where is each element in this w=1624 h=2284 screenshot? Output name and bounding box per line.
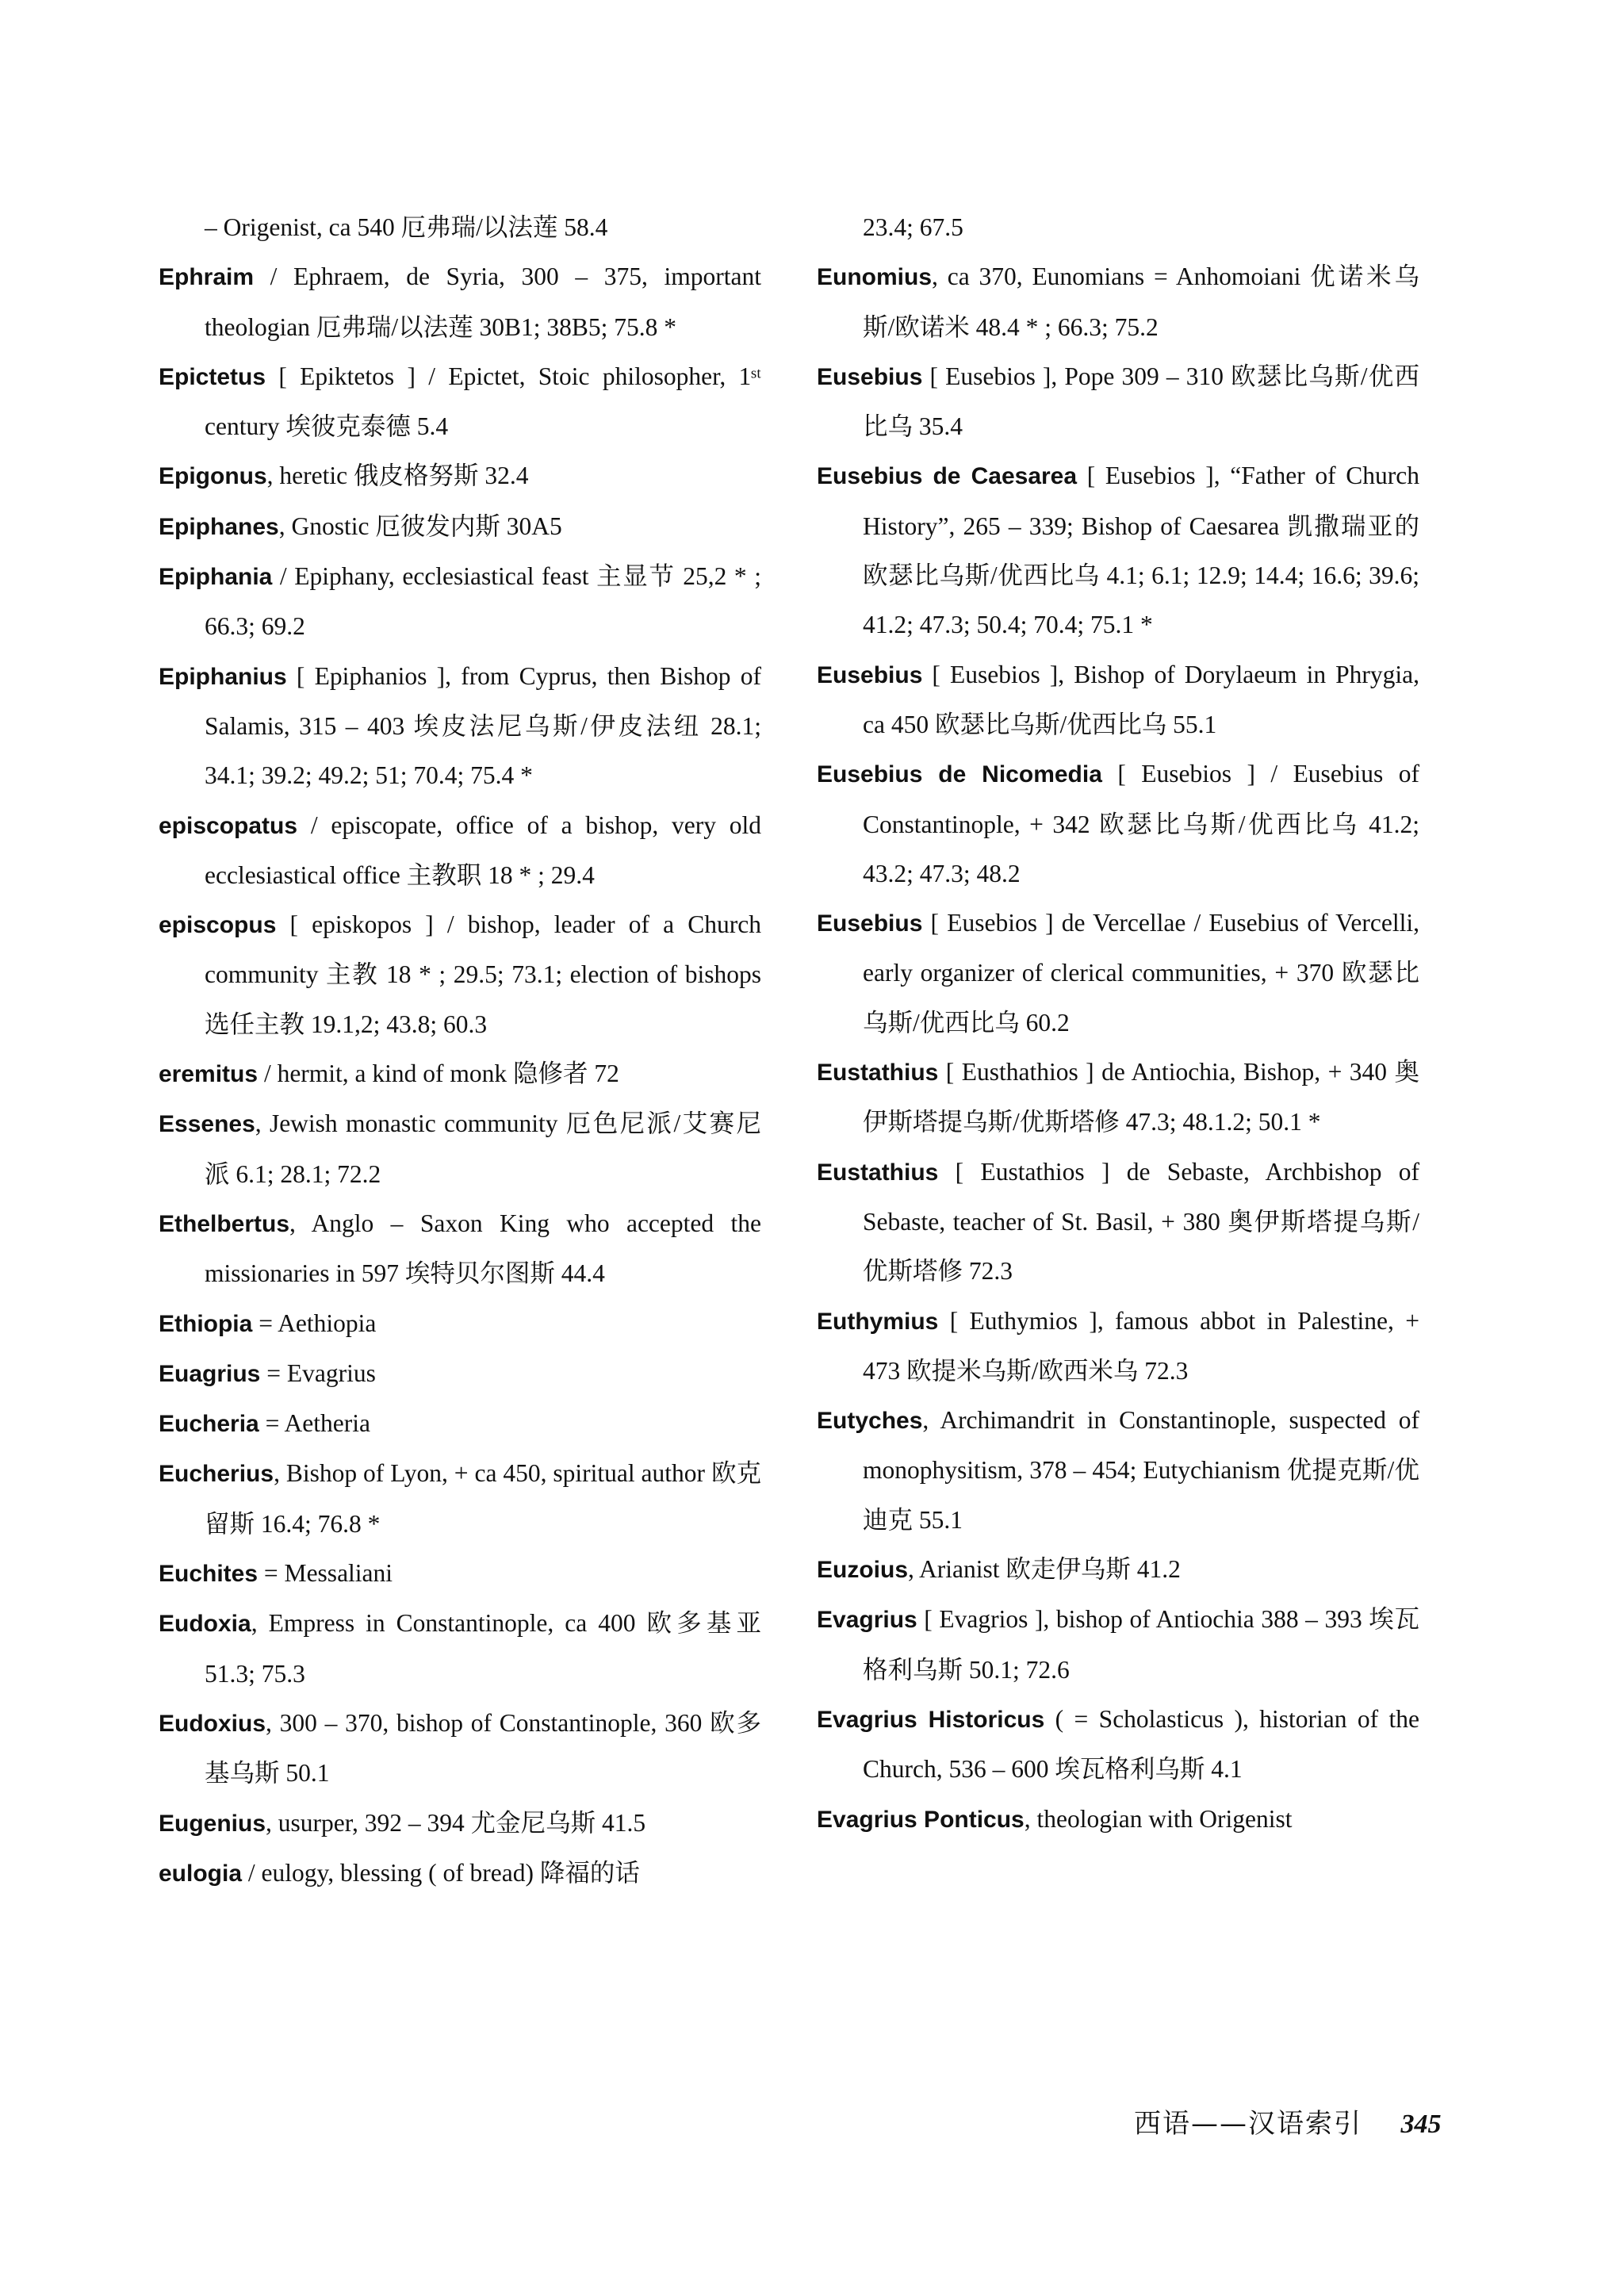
- index-entry: [159, 1699, 761, 1799]
- index-entry-text: [ Eusebios ], “Father of Church History”, 265 – 339; Bishop of Caesarea 凯撒瑞亚的欧瑟比乌斯/优西比乌 4.1; 6.1; 12.9; 14.4; 16.6; 39.6; 41.2; 47.3; 50.4; 70.4; 75.1 *: [863, 462, 1419, 639]
- index-entry-headword: Epiphania: [159, 564, 273, 591]
- index-entry-headword: Eunomius: [817, 264, 933, 291]
- index-entry: [817, 899, 1419, 1048]
- index-entry-headword: Epiphanes: [159, 513, 279, 540]
- index-entry: [817, 1396, 1419, 1545]
- index-entry-headword: Eutyches: [817, 1408, 923, 1435]
- index-entry: [159, 1349, 761, 1399]
- index-entry-text: = Messaliani: [258, 1559, 393, 1588]
- index-entry-headword: Ethelbertus: [159, 1210, 290, 1237]
- index-entry-headword: Ephraim: [159, 264, 255, 291]
- index-entry: [159, 1399, 761, 1449]
- index-entry: [817, 252, 1419, 352]
- index-entry-headword: Eucherius: [159, 1461, 274, 1488]
- left-column: [159, 203, 761, 1899]
- index-entry-text: ( = Scholasticus ), historian of the Church, 536 – 600 埃瓦格利乌斯 4.1: [863, 1704, 1420, 1784]
- index-entry-text: [ Eusthathios ] de Antiochia, Bishop, + 340 奥伊斯塔提乌斯/优斯塔修 47.3; 48.1.2; 50.1 *: [863, 1058, 1419, 1136]
- index-entry: [817, 1695, 1419, 1795]
- index-entry-text: = Aethiopia: [252, 1309, 377, 1337]
- index-entry: [817, 352, 1419, 452]
- index-entry: [817, 1148, 1419, 1297]
- index-entry-text: / episcopate, office of a bishop, very old ecclesiastical office 主教职 18 * ; 29.4: [205, 811, 761, 889]
- index-entry: [817, 1595, 1419, 1695]
- index-entry-headword: Epictetus: [159, 363, 266, 390]
- index-entry-text: , Anglo – Saxon King who accepted the missionaries in 597 埃特贝尔图斯 44.4: [205, 1209, 761, 1288]
- right-column: [817, 203, 1419, 1845]
- index-entry-headword: Eusebius: [817, 661, 923, 688]
- index-entry-text: – Origenist, ca 540 厄弗瑞/以法莲 58.4: [205, 213, 608, 241]
- index-entry: [817, 1297, 1419, 1397]
- index-entry-text: [ Evagrios ], bishop of Antiochia 388 – 393 埃瓦格利乌斯 50.1; 72.6: [863, 1605, 1419, 1684]
- index-entry-text: [ Eusebios ], Pope 309 – 310 欧瑟比乌斯/优西比乌 35.4: [863, 362, 1419, 441]
- index-entry-headword: Epigonus: [159, 463, 267, 490]
- index-entry: [817, 1545, 1419, 1595]
- index-entry-text: , heretic 俄皮格努斯 32.4: [266, 462, 529, 490]
- index-entry-text: / hermit, a kind of monk 隐修者 72: [258, 1060, 619, 1088]
- index-entry-text: = Aetheria: [259, 1409, 370, 1438]
- index-entry: [817, 451, 1419, 650]
- index-entry-text: 23.4; 67.5: [863, 213, 963, 241]
- index-entry-text: [ Eusebios ] / Eusebius of Constantinople, + 342 欧瑟比乌斯/优西比乌 41.2; 43.2; 47.3; 48.2: [863, 760, 1419, 887]
- index-entry-text: [ Euthymios ], famous abbot in Palestine, + 473 欧提米乌斯/欧西米乌 72.3: [863, 1306, 1419, 1385]
- index-entry-headword: Essenes: [159, 1111, 255, 1138]
- index-entry-headword: Eustathius: [817, 1159, 939, 1186]
- index-entry: [159, 652, 761, 801]
- index-entry-text: , Arianist 欧走伊乌斯 41.2: [908, 1555, 1181, 1584]
- index-entry: [159, 451, 761, 501]
- index-entry: [817, 1048, 1419, 1148]
- index-entry: [159, 252, 761, 352]
- index-entry-headword: Evagrius Ponticus: [817, 1806, 1025, 1833]
- index-entry-text: , ca 370, Eunomians = Anhomoiani 优诺米乌斯/欧诺米 48.4 * ; 66.3; 75.2: [863, 263, 1419, 341]
- index-entry-headword: Eusebius: [817, 363, 923, 390]
- index-entry-text: , Gnostic 厄彼发内斯 30A5: [278, 512, 562, 540]
- footer-title: 西语——汉语索引: [1134, 2108, 1362, 2140]
- index-entry: [159, 1299, 761, 1349]
- index-entry-text: [ Eusebios ], Bishop of Dorylaeum in Phrygia, ca 450 欧瑟比乌斯/优西比乌 55.1: [863, 660, 1419, 738]
- index-entry-headword: episcopatus: [159, 812, 298, 839]
- index-entry-headword: Ethiopia: [159, 1310, 253, 1337]
- index-entry: [159, 502, 761, 552]
- index-entry: [159, 1799, 761, 1849]
- index-entry-headword: Eudoxia: [159, 1611, 251, 1638]
- index-entry-headword: Eusebius de Nicomedia: [817, 761, 1102, 788]
- index-entry-headword: Eudoxius: [159, 1710, 266, 1737]
- index-entry-headword: Epiphanius: [159, 663, 287, 690]
- index-entry-text: , theologian with Origenist: [1024, 1804, 1293, 1833]
- index-entry: [817, 749, 1419, 899]
- index-entry-text: , Empress in Constantinople, ca 400 欧多基亚 51.3; 75.3: [205, 1609, 761, 1688]
- index-entry: [159, 1849, 761, 1899]
- index-entry-headword: Eusebius: [817, 910, 923, 937]
- index-entry-headword: Eustathius: [817, 1060, 939, 1086]
- index-entry-text: [ Eusebios ] de Vercellae / Eusebius of Vercelli, early organizer of clerical communities, + 370 欧瑟比乌斯/优西比乌 60.2: [863, 909, 1419, 1037]
- index-entry: [159, 1099, 761, 1199]
- index-entry: [159, 552, 761, 652]
- index-entry-text: , usurper, 392 – 394 尤金尼乌斯 41.5: [266, 1808, 646, 1837]
- index-entry: [159, 1449, 761, 1549]
- index-entry: [817, 1795, 1419, 1845]
- index-entry-headword: eulogia: [159, 1860, 243, 1887]
- index-entry-text: / Ephraem, de Syria, 300 – 375, important theologian 厄弗瑞/以法莲 30B1; 38B5; 75.8 *: [205, 263, 761, 341]
- index-entry: [159, 900, 761, 1049]
- index-entry-text: = Evagrius: [260, 1359, 376, 1387]
- index-entry-headword: Evagrius Historicus: [817, 1706, 1045, 1733]
- index-entry-headword: Eugenius: [159, 1810, 266, 1837]
- index-entry-headword: Eucheria: [159, 1411, 259, 1438]
- index-entry: [817, 650, 1419, 750]
- index-entry-text: / eulogy, blessing ( of bread) 降福的话: [242, 1858, 640, 1887]
- index-entry-headword: Euthymius: [817, 1308, 939, 1335]
- index-entry-headword: Euagrius: [159, 1360, 261, 1387]
- index-entry: [817, 203, 1419, 252]
- index-entry-text: [ Epiktetos ] / Epictet, Stoic philosopher, 1ˢᵗ century 埃彼克泰德 5.4: [205, 362, 761, 441]
- index-entry-text: [ episkopos ] / bishop, leader of a Church community 主教 18 * ; 29.5; 73.1; election of bishops 选任主教 19.1,2; 43.8; 60.3: [205, 910, 761, 1038]
- index-entry-text: [ Epiphanios ], from Cyprus, then Bishop of Salamis, 315 – 403 埃皮法尼乌斯/伊皮法纽 28.1; 34.1; 39.2; 49.2; 51; 70.4; 75.4 *: [205, 661, 761, 790]
- index-entry-headword: Euzoius: [817, 1557, 909, 1584]
- index-entry-headword: episcopus: [159, 912, 277, 939]
- index-entry: [159, 203, 761, 252]
- page-number: 345: [1400, 2110, 1442, 2139]
- index-entry: [159, 1199, 761, 1299]
- index-entry-headword: Eusebius de Caesarea: [817, 463, 1078, 490]
- index-entry-text: , 300 – 370, bishop of Constantinople, 360 欧多基乌斯 50.1: [205, 1708, 761, 1788]
- index-entry: [159, 352, 761, 452]
- index-entry-headword: eremitus: [159, 1061, 259, 1088]
- index-entry: [159, 1599, 761, 1699]
- index-entry: [159, 1549, 761, 1599]
- index-entry-headword: Euchites: [159, 1561, 259, 1588]
- index-entry-text: , Jewish monastic community 厄色尼派/艾赛尼派 6.1; 28.1; 72.2: [205, 1109, 761, 1188]
- index-entry-text: , Archimandrit in Constantinople, suspected of monophysitism, 378 – 454; Eutychianism 优提克斯/优迪克 55.1: [863, 1406, 1419, 1534]
- index-entry: [159, 801, 761, 901]
- index-entry: [159, 1049, 761, 1099]
- running-footer: [1134, 2102, 1442, 2140]
- index-entry-headword: Evagrius: [817, 1607, 917, 1634]
- index-entry-text: [ Eustathios ] de Sebaste, Archbishop of Sebaste, teacher of St. Basil, + 380 奥伊斯塔提乌斯/优斯塔修 72.3: [863, 1157, 1419, 1286]
- index-entry-text: / Epiphany, ecclesiastical feast 主显节 25,2 * ; 66.3; 69.2: [205, 562, 761, 641]
- index-entry-text: , Bishop of Lyon, + ca 450, spiritual author 欧克留斯 16.4; 76.8 *: [205, 1459, 761, 1538]
